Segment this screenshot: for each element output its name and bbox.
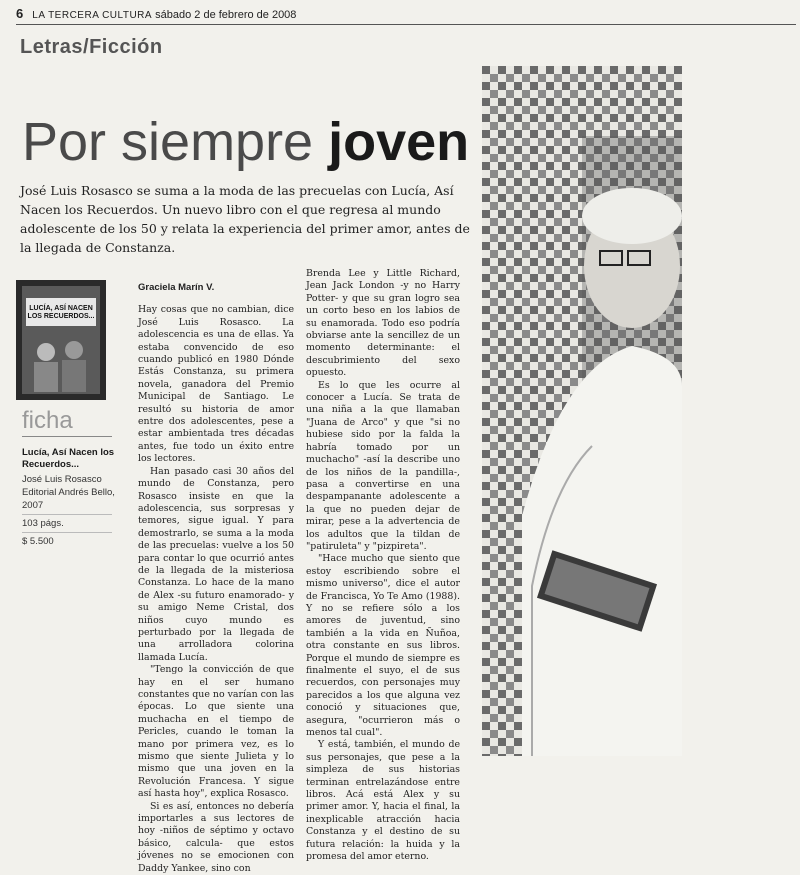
ficha-price: $ 5.500 xyxy=(22,536,54,547)
ficha-divider-3 xyxy=(22,532,112,533)
article-column-2 xyxy=(306,268,460,864)
title-bold: joven xyxy=(328,112,470,172)
page-number: 6 xyxy=(16,6,24,21)
ficha-author: José Luis Rosasco xyxy=(22,474,102,485)
author-photo xyxy=(482,66,682,756)
paragraph: Si es así, entonces no debería importarles a sus lectores de hoy -niños de séptimo y octavo básico, calcula- que estos jóvenes no se emocionen con Daddy Yankee, sino con xyxy=(138,800,294,874)
paragraph: Han pasado casi 30 años del mundo de Constanza, pero Rosasco insiste en que la adolescencia, sus sorpresas y temores, sigue igual. Y para demostrarlo, se suma a la moda de las precuelas: vuelve a los 50 para contar lo que ocurrió antes de la llegada de la misteriosa Constanza. Lo hace de la mano de Alex -su futuro enamorado- y su amigo Neme Cristal, dos niños cuyo mundo es perturbado por la llegada de una arrolladora colorina llamada Lucía. xyxy=(138,465,294,663)
title-light: Por siempre xyxy=(22,112,329,172)
publication-name: LA TERCERA CULTURA xyxy=(32,10,153,21)
ficha-pages: 103 págs. xyxy=(22,518,64,529)
page-header xyxy=(16,6,296,21)
byline: Graciela Marín V. xyxy=(138,282,215,293)
article-lede: José Luis Rosasco se suma a la moda de las precuelas con Lucía, Así Nacen los Recuerdos. Un nuevo libro con el que regresa al mundo adolescente de los 50 y relata la experiencia del primer amor, antes de la llegada de Constanza. xyxy=(20,183,470,255)
paragraph: Y está, también, el mundo de sus personajes, que pese a la simpleza de sus historias terminan entrelazándose entre libros. Acá está Alex y su primer amor. Y, hacia el final, la inexplicable atracción hacia Constanza y el destino de su futura relación: la huida y la promesa del amor eterno. xyxy=(306,739,460,863)
book-cover xyxy=(16,280,106,400)
article-column-1 xyxy=(138,282,294,875)
ficha-book-title: Lucía, Así Nacen los Recuerdos... xyxy=(22,447,115,470)
article-title xyxy=(22,112,469,172)
paragraph: "Tengo la convicción de que hay en el ser humano constantes que no varían con las épocas. Lo que siente una muchacha en el tiempo de Pericles, cuando le toman la mano por primera vez, es lo mismo que siente Julieta y lo mismo que una joven en la Revolución Francesa. Y sigue así hasta hoy", explica Rosasco. xyxy=(138,664,294,800)
ficha-divider xyxy=(22,436,112,437)
publication-date: sábado 2 de febrero de 2008 xyxy=(155,9,297,21)
paragraph: Brenda Lee y Little Richard, Jean Jack London -y no Harry Potter- y que su gran logro sea un corto beso en los labios de su enamorada. Todo eso podría obviarse ante la sencillez de un momento determinante: el descubrimiento del sexo opuesto. xyxy=(306,268,460,379)
header-divider xyxy=(16,24,796,25)
book-cover-title: LUCÍA, ASÍ NACEN LOS RECUERDOS... xyxy=(27,305,95,320)
ficha-publisher: Editorial Andrés Bello, xyxy=(22,487,115,498)
paragraph: Es lo que les ocurre al conocer a Lucía. Se trata de una niña a la que llamaban "Juana de Arco" y que "si no hubiese sido por la falda la habría tomado por un muchacho" -así la describe uno de los niños de la pandilla-, pasa a convertirse en una despampanante adolescente a la que no pueden dejar de mirar, pese a la advertencia de los adultos que la tildan de "patiruleta" y "pizpireta". xyxy=(306,379,460,552)
ficha-divider-2 xyxy=(22,514,112,515)
section-label: Letras/Ficción xyxy=(20,36,163,58)
ficha-label: ficha xyxy=(22,407,73,434)
paragraph: "Hace mucho que siento que estoy escribiendo sobre el mismo universo", dice el autor de Francisca, Yo Te Amo (1988). Y no se refiere sólo a los amores de juventud, sino también a la vida en Ñuñoa, otra constante en sus libros. Porque el mundo de siempre es finalmente el suyo, el de sus recuerdos, con personajes muy parecidos a los que alguna vez conoció y situaciones que, asegura, "ocurrieron más o menos tal cual". xyxy=(306,553,460,739)
ficha-year: 2007 xyxy=(22,500,44,511)
paragraph: Hay cosas que no cambian, dice José Luis Rosasco. La adolescencia es una de ellas. Ya estaba convencido de eso cuando publicó en 1980 Dónde Estás Constanza, su primera novela, ganadora del Premio Municipal de Santiago. Le resultó su historia de amor entre dos adolescentes, pese a estar ambientada tres décadas antes, fue todo un éxito entre los lectores. xyxy=(138,304,294,465)
